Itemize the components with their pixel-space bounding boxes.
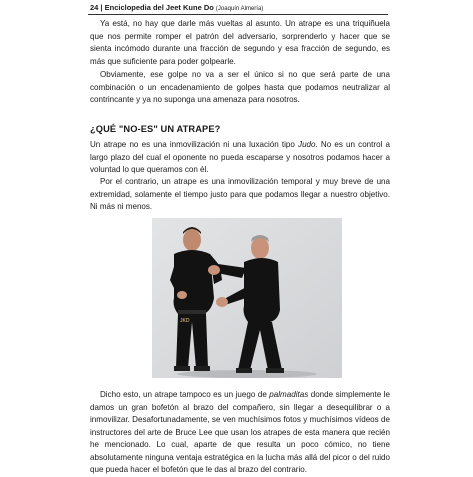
paragraph-palmaditas: Dicho esto, un atrape tampoco es un juego de palmaditas donde simplemente le damos un gran bofetón al brazo del compañero, sin llegar a desequilibrar o a inmovilizar. Desafortunadamente, se ven muchísimos fotos y muchísimos vídeos de instructores del arte de Bruce Lee que usan los atrapes de esta manera que recién he mencionado. Lo cual, aparte de que resulta un poco cómico, no tiene absolutamente ninguna ventaja estratégica en la lucha más allá del picor o del ruido que pueda hacer el bofetón que le das al brazo del contrario. — [90, 390, 390, 474]
page-number: 24 — [90, 3, 99, 12]
header-divider — [88, 14, 388, 15]
italic-term-judo: Judo — [298, 140, 316, 149]
section-heading: ¿QUÉ "NO-ES" UN ATRAPE? — [90, 124, 221, 134]
paragraph-combination: Obviamente, ese golpe no va a ser el único si no que será parte de una combinación o un encadenamiento de golpes hasta que podamos neutralizar al contrincante y ya no suponga una amenaza para nosotros. — [90, 70, 390, 104]
book-author: (Joaquín Almería) — [215, 6, 264, 12]
paragraph-intro: Ya está, no hay que darle más vueltas al asunto. Un atrape es una triquiñuela que nos permite romper el patrón del adversario, sorprenderlo y hacer que se sienta incómodo durante una fracción de segundo y esa fracción de segundo, es más que suficiente para poder golpearle. — [90, 19, 390, 66]
paragraph-not-immobilization: Un atrape no es una inmovilización ni una luxación tipo Judo. No es un control a largo plazo del cual el oponente no pueda escaparse y nosotros podamos hacer a voluntad lo que queramos con él. — [90, 140, 390, 174]
photo-illustration — [152, 218, 342, 378]
running-header: 24 | Enciclopedia del Jeet Kune Do (Joaquín Almería) — [90, 3, 264, 12]
paragraph-temporary-immobilization: Por el contrario, un atrape es una inmovilización temporal y muy breve de una extremidad, solamente el tiempo justo para que podamos llegar a nuestro objetivo. Ni más ni menos. — [90, 177, 390, 211]
book-title: Enciclopedia del Jeet Kune Do — [104, 3, 214, 12]
shirt-lettering: JKD — [180, 318, 190, 324]
italic-term-palmaditas: palmaditas — [269, 390, 309, 399]
trapping-photo — [152, 218, 342, 378]
